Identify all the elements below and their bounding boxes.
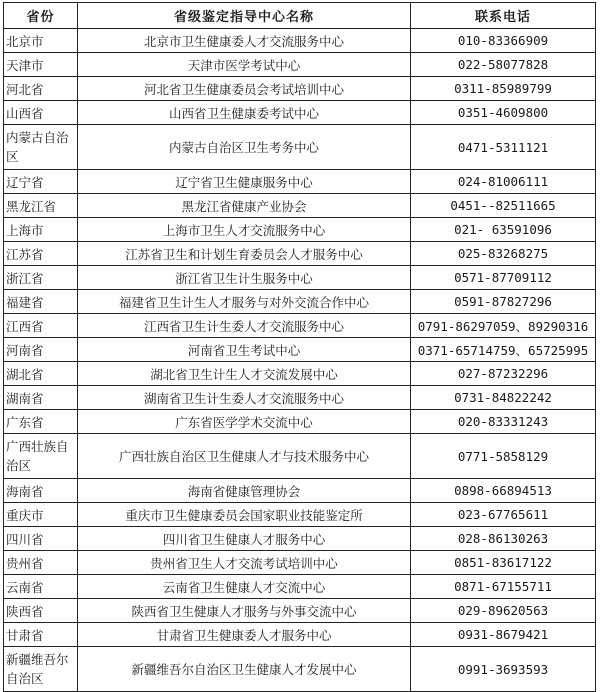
- province-cell: 天津市: [4, 53, 78, 77]
- phone-cell: 021- 63591096: [411, 218, 596, 242]
- center-name-cell: 河北省卫生健康委员会考试培训中心: [78, 77, 411, 101]
- table-row: [4, 125, 596, 170]
- center-name-cell: 新疆维吾尔自治区卫生健康人才发展中心: [78, 647, 411, 692]
- phone-cell: 0731-84822242: [411, 386, 596, 410]
- table-row: [4, 314, 596, 338]
- table-row: [4, 101, 596, 125]
- phone-cell: 0931-8679421: [411, 623, 596, 647]
- phone-cell: 0898-66894513: [411, 479, 596, 503]
- province-cell: 内蒙古自治区: [4, 125, 78, 170]
- center-name-cell: 福建省卫生计生人才服务与对外交流合作中心: [78, 290, 411, 314]
- phone-cell: 0771-5858129: [411, 434, 596, 479]
- phone-cell: 028-86130263: [411, 527, 596, 551]
- phone-cell: 025-83268275: [411, 242, 596, 266]
- province-cell: 北京市: [4, 29, 78, 53]
- center-name-cell: 湖北省卫生计生人才交流发展中心: [78, 362, 411, 386]
- header-province: 省份: [4, 3, 78, 29]
- center-name-cell: 云南省卫生健康人才交流中心: [78, 575, 411, 599]
- table-row: [4, 623, 596, 647]
- center-name-cell: 江苏省卫生和计划生育委员会人才服务中心: [78, 242, 411, 266]
- phone-cell: 029-89620563: [411, 599, 596, 623]
- phone-cell: 0791-86297059、89290316: [411, 314, 596, 338]
- phone-cell: 0351-4609800: [411, 101, 596, 125]
- center-name-cell: 陕西省卫生健康人才服务与外事交流中心: [78, 599, 411, 623]
- province-cell: 河北省: [4, 77, 78, 101]
- center-name-cell: 辽宁省卫生健康服务中心: [78, 170, 411, 194]
- center-name-cell: 山西省卫生健康委考试中心: [78, 101, 411, 125]
- center-name-cell: 海南省健康管理协会: [78, 479, 411, 503]
- center-name-cell: 北京市卫生健康委人才交流服务中心: [78, 29, 411, 53]
- province-cell: 山西省: [4, 101, 78, 125]
- provincial-center-table: [3, 2, 596, 692]
- province-cell: 辽宁省: [4, 170, 78, 194]
- table-row: [4, 527, 596, 551]
- center-name-cell: 黑龙江省健康产业协会: [78, 194, 411, 218]
- phone-cell: 020-83331243: [411, 410, 596, 434]
- province-cell: 海南省: [4, 479, 78, 503]
- table-row: [4, 386, 596, 410]
- phone-cell: 0471-5311121: [411, 125, 596, 170]
- header-row: [4, 3, 596, 29]
- table-row: [4, 503, 596, 527]
- province-cell: 重庆市: [4, 503, 78, 527]
- table-row: [4, 29, 596, 53]
- table-row: [4, 551, 596, 575]
- phone-cell: 023-67765611: [411, 503, 596, 527]
- phone-cell: 0571-87709112: [411, 266, 596, 290]
- phone-cell: 0311-85989799: [411, 77, 596, 101]
- table-row: [4, 362, 596, 386]
- header-phone: 联系电话: [411, 3, 596, 29]
- province-cell: 江西省: [4, 314, 78, 338]
- province-cell: 湖北省: [4, 362, 78, 386]
- table-row: [4, 242, 596, 266]
- phone-cell: 024-81006111: [411, 170, 596, 194]
- center-name-cell: 浙江省卫生计生服务中心: [78, 266, 411, 290]
- center-name-cell: 江西省卫生计生委人才交流服务中心: [78, 314, 411, 338]
- province-cell: 广西壮族自治区: [4, 434, 78, 479]
- table-body: [4, 29, 596, 692]
- province-cell: 云南省: [4, 575, 78, 599]
- center-name-cell: 内蒙古自治区卫生考务中心: [78, 125, 411, 170]
- table-row: [4, 53, 596, 77]
- phone-cell: 010-83366909: [411, 29, 596, 53]
- phone-cell: 0851-83617122: [411, 551, 596, 575]
- table-row: [4, 647, 596, 692]
- table-row: [4, 410, 596, 434]
- province-cell: 上海市: [4, 218, 78, 242]
- province-cell: 贵州省: [4, 551, 78, 575]
- table-row: [4, 218, 596, 242]
- center-name-cell: 贵州省卫生人才交流考试培训中心: [78, 551, 411, 575]
- table-row: [4, 575, 596, 599]
- table-row: [4, 77, 596, 101]
- center-name-cell: 广西壮族自治区卫生健康人才与技术服务中心: [78, 434, 411, 479]
- center-name-cell: 湖南省卫生计生委人才交流服务中心: [78, 386, 411, 410]
- province-cell: 黑龙江省: [4, 194, 78, 218]
- phone-cell: 0991-3693593: [411, 647, 596, 692]
- center-name-cell: 重庆市卫生健康委员会国家职业技能鉴定所: [78, 503, 411, 527]
- phone-cell: 0871-67155711: [411, 575, 596, 599]
- province-cell: 广东省: [4, 410, 78, 434]
- table-row: [4, 434, 596, 479]
- province-cell: 四川省: [4, 527, 78, 551]
- phone-cell: 022-58077828: [411, 53, 596, 77]
- table-row: [4, 170, 596, 194]
- center-name-cell: 广东省医学学术交流中心: [78, 410, 411, 434]
- table-row: [4, 479, 596, 503]
- center-name-cell: 河南省卫生考试中心: [78, 338, 411, 362]
- province-cell: 陕西省: [4, 599, 78, 623]
- table-row: [4, 338, 596, 362]
- table-row: [4, 290, 596, 314]
- table-row: [4, 194, 596, 218]
- center-name-cell: 天津市医学考试中心: [78, 53, 411, 77]
- table-row: [4, 599, 596, 623]
- phone-cell: 0591-87827296: [411, 290, 596, 314]
- province-cell: 河南省: [4, 338, 78, 362]
- center-name-cell: 四川省卫生健康人才服务中心: [78, 527, 411, 551]
- province-cell: 江苏省: [4, 242, 78, 266]
- province-cell: 福建省: [4, 290, 78, 314]
- center-name-cell: 甘肃省卫生健康委人才服务中心: [78, 623, 411, 647]
- province-cell: 新疆维吾尔自治区: [4, 647, 78, 692]
- phone-cell: 0371-65714759、65725995: [411, 338, 596, 362]
- province-cell: 湖南省: [4, 386, 78, 410]
- center-name-cell: 上海市卫生人才交流服务中心: [78, 218, 411, 242]
- phone-cell: 0451--82511665: [411, 194, 596, 218]
- phone-cell: 027-87232296: [411, 362, 596, 386]
- header-center-name: 省级鉴定指导中心名称: [78, 3, 411, 29]
- province-cell: 甘肃省: [4, 623, 78, 647]
- table-row: [4, 266, 596, 290]
- province-cell: 浙江省: [4, 266, 78, 290]
